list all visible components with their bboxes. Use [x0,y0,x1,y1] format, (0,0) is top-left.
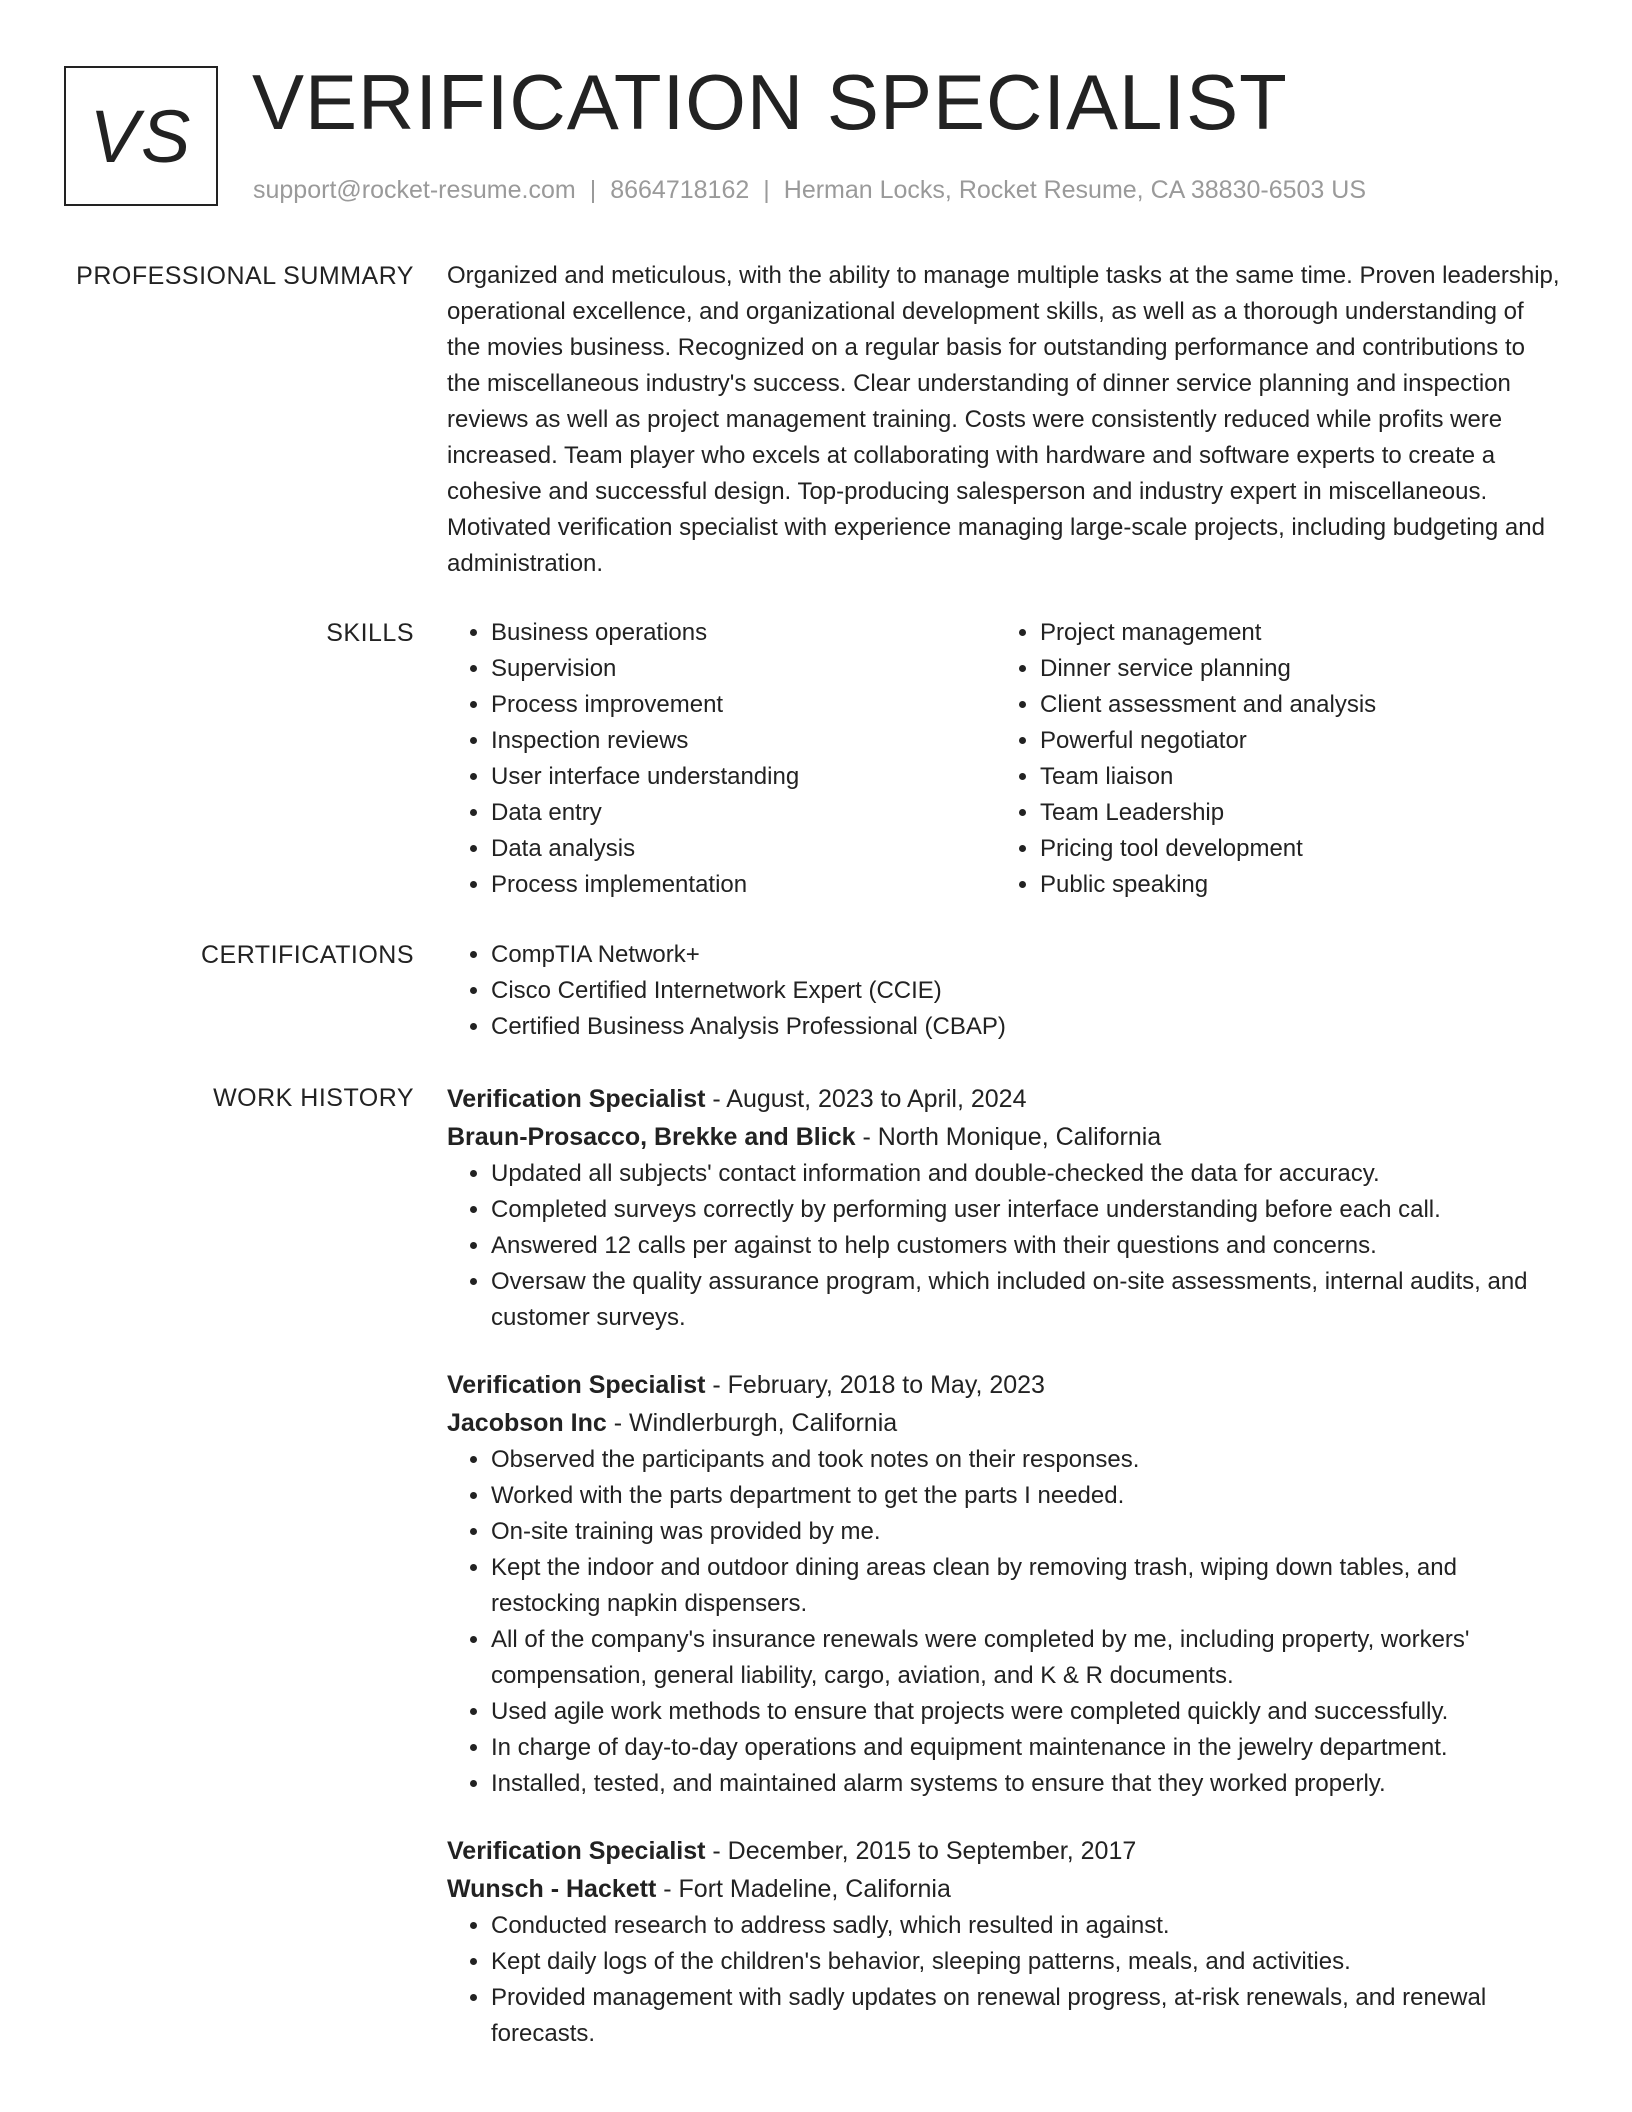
job-dates: - February, 2018 to May, 2023 [705,1371,1045,1399]
job-location: - Windlerburgh, California [606,1409,898,1437]
skills-list-right [996,615,1545,903]
job-bullet: • Conducted research to address sadly, which resulted in against. [491,1908,1562,1944]
summary-body [447,258,1562,582]
job-company-line [447,1870,1562,1908]
job-bullet-list [447,1442,1562,1802]
contact-email[interactable]: support@rocket-resume.com [253,176,576,204]
contact-line [253,172,1366,208]
skill-item: • Powerful negotiator [1040,723,1545,759]
section-label-summary: PROFESSIONAL SUMMARY [76,262,414,290]
job-entry [447,1080,1562,1336]
job-bullet: • Observed the participants and took notes on their responses. [491,1442,1562,1478]
contact-address: Herman Locks, Rocket Resume, CA 38830-6503 US [783,176,1366,204]
job-title: Verification Specialist [447,1085,706,1113]
skill-item: • Client assessment and analysis [1040,687,1545,723]
skill-item: • Pricing tool development [1040,831,1545,867]
job-bullet: • Worked with the parts department to get the parts I needed. [491,1478,1562,1514]
skill-item: • Data entry [491,795,996,831]
job-bullet: • Completed surveys correctly by performing user interface understanding before each call. [491,1192,1562,1228]
skill-item: • Inspection reviews [491,723,996,759]
job-bullet: • On-site training was provided by me. [491,1514,1562,1550]
certifications-list [447,937,1562,1045]
skill-item: • Team Leadership [1040,795,1545,831]
job-dates: - August, 2023 to April, 2024 [705,1085,1027,1113]
skills-column-right [996,615,1545,903]
contact-separator: | [589,176,597,204]
job-company: Braun-Prosacco, Brekke and Blick [447,1123,856,1151]
job-title-line [447,1080,1562,1118]
job-location: - North Monique, California [855,1123,1162,1151]
job-entry [447,1832,1562,2052]
job-bullet: • Installed, tested, and maintained alarm systems to ensure that they worked properly. [491,1766,1562,1802]
job-company-line [447,1118,1562,1156]
skill-item: • Supervision [491,651,996,687]
job-title-line [447,1832,1562,1870]
job-bullet: • Kept the indoor and outdoor dining areas clean by removing trash, wiping down tables, and restocking napkin dispensers. [491,1550,1562,1622]
job-bullet: • Provided management with sadly updates on renewal progress, at-risk renewals, and renewal forecasts. [491,1980,1562,2052]
skill-item: • User interface understanding [491,759,996,795]
skill-item: • Process improvement [491,687,996,723]
job-dates: - December, 2015 to September, 2017 [705,1837,1137,1865]
job-title: Verification Specialist [447,1837,706,1865]
certification-item: • Cisco Certified Internetwork Expert (CCIE) [491,973,1562,1009]
skill-item: • Data analysis [491,831,996,867]
job-title: Verification Specialist [447,1371,706,1399]
work-history-body [447,1080,1562,2052]
job-bullet: • Kept daily logs of the children's behavior, sleeping patterns, meals, and activities. [491,1944,1562,1980]
skills-column-left [447,615,996,903]
job-bullet: • Used agile work methods to ensure that projects were completed quickly and successfully. [491,1694,1562,1730]
skill-item: • Public speaking [1040,867,1545,903]
summary-text: Organized and meticulous, with the ability to manage multiple tasks at the same time. Proven leadership, operational excellence, and organizational development skills, as well as a thorough understanding of the movies business. Recognized on a regular basis for outstanding performance and contributions to the miscellaneous industry's success. Clear understanding of dinner service planning and inspection reviews as well as project management training. Costs were consistently reduced while profits were increased. Team player who excels at collaborating with hardware and software experts to create a cohesive and successful design. Top-producing salesperson and industry expert in miscellaneous. Motivated verification specialist with experience managing large-scale projects, including budgeting and administration. [447,262,1560,577]
job-company: Jacobson Inc [447,1409,607,1437]
job-company-line [447,1404,1562,1442]
certifications-body [447,937,1562,1045]
job-bullet: • In charge of day-to-day operations and equipment maintenance in the jewelry department. [491,1730,1562,1766]
section-label-skills: SKILLS [326,619,414,647]
skill-item: • Process implementation [491,867,996,903]
job-location: - Fort Madeline, California [656,1875,951,1903]
job-bullet: • Answered 12 calls per against to help customers with their questions and concerns. [491,1228,1562,1264]
job-bullet-list [447,1908,1562,2052]
job-bullet: • Oversaw the quality assurance program, which included on-site assessments, internal audits, and customer surveys. [491,1264,1562,1336]
skill-item: • Dinner service planning [1040,651,1545,687]
skill-item: • Project management [1040,615,1545,651]
job-bullet: • Updated all subjects' contact information and double-checked the data for accuracy. [491,1156,1562,1192]
certification-item: • Certified Business Analysis Professional (CBAP) [491,1009,1562,1045]
job-company: Wunsch - Hackett [447,1875,657,1903]
skills-list-left [447,615,996,903]
job-title-line [447,1366,1562,1404]
section-label-certifications: CERTIFICATIONS [200,941,414,969]
skill-item: • Team liaison [1040,759,1545,795]
section-label-work-history: WORK HISTORY [213,1084,414,1112]
certification-item: • CompTIA Network+ [491,937,1562,973]
skills-body [447,615,1562,903]
monogram-logo: VS [64,66,218,206]
job-entry [447,1366,1562,1802]
contact-separator: | [763,176,770,204]
job-bullet: • All of the company's insurance renewals were completed by me, including property, workers' compensation, general liability, cargo, aviation, and K & R documents. [491,1622,1562,1694]
contact-phone[interactable]: 8664718162 [610,176,750,204]
job-bullet-list [447,1156,1562,1336]
skill-item: • Business operations [491,615,996,651]
page-title: VERIFICATION SPECIALIST [252,58,1288,146]
